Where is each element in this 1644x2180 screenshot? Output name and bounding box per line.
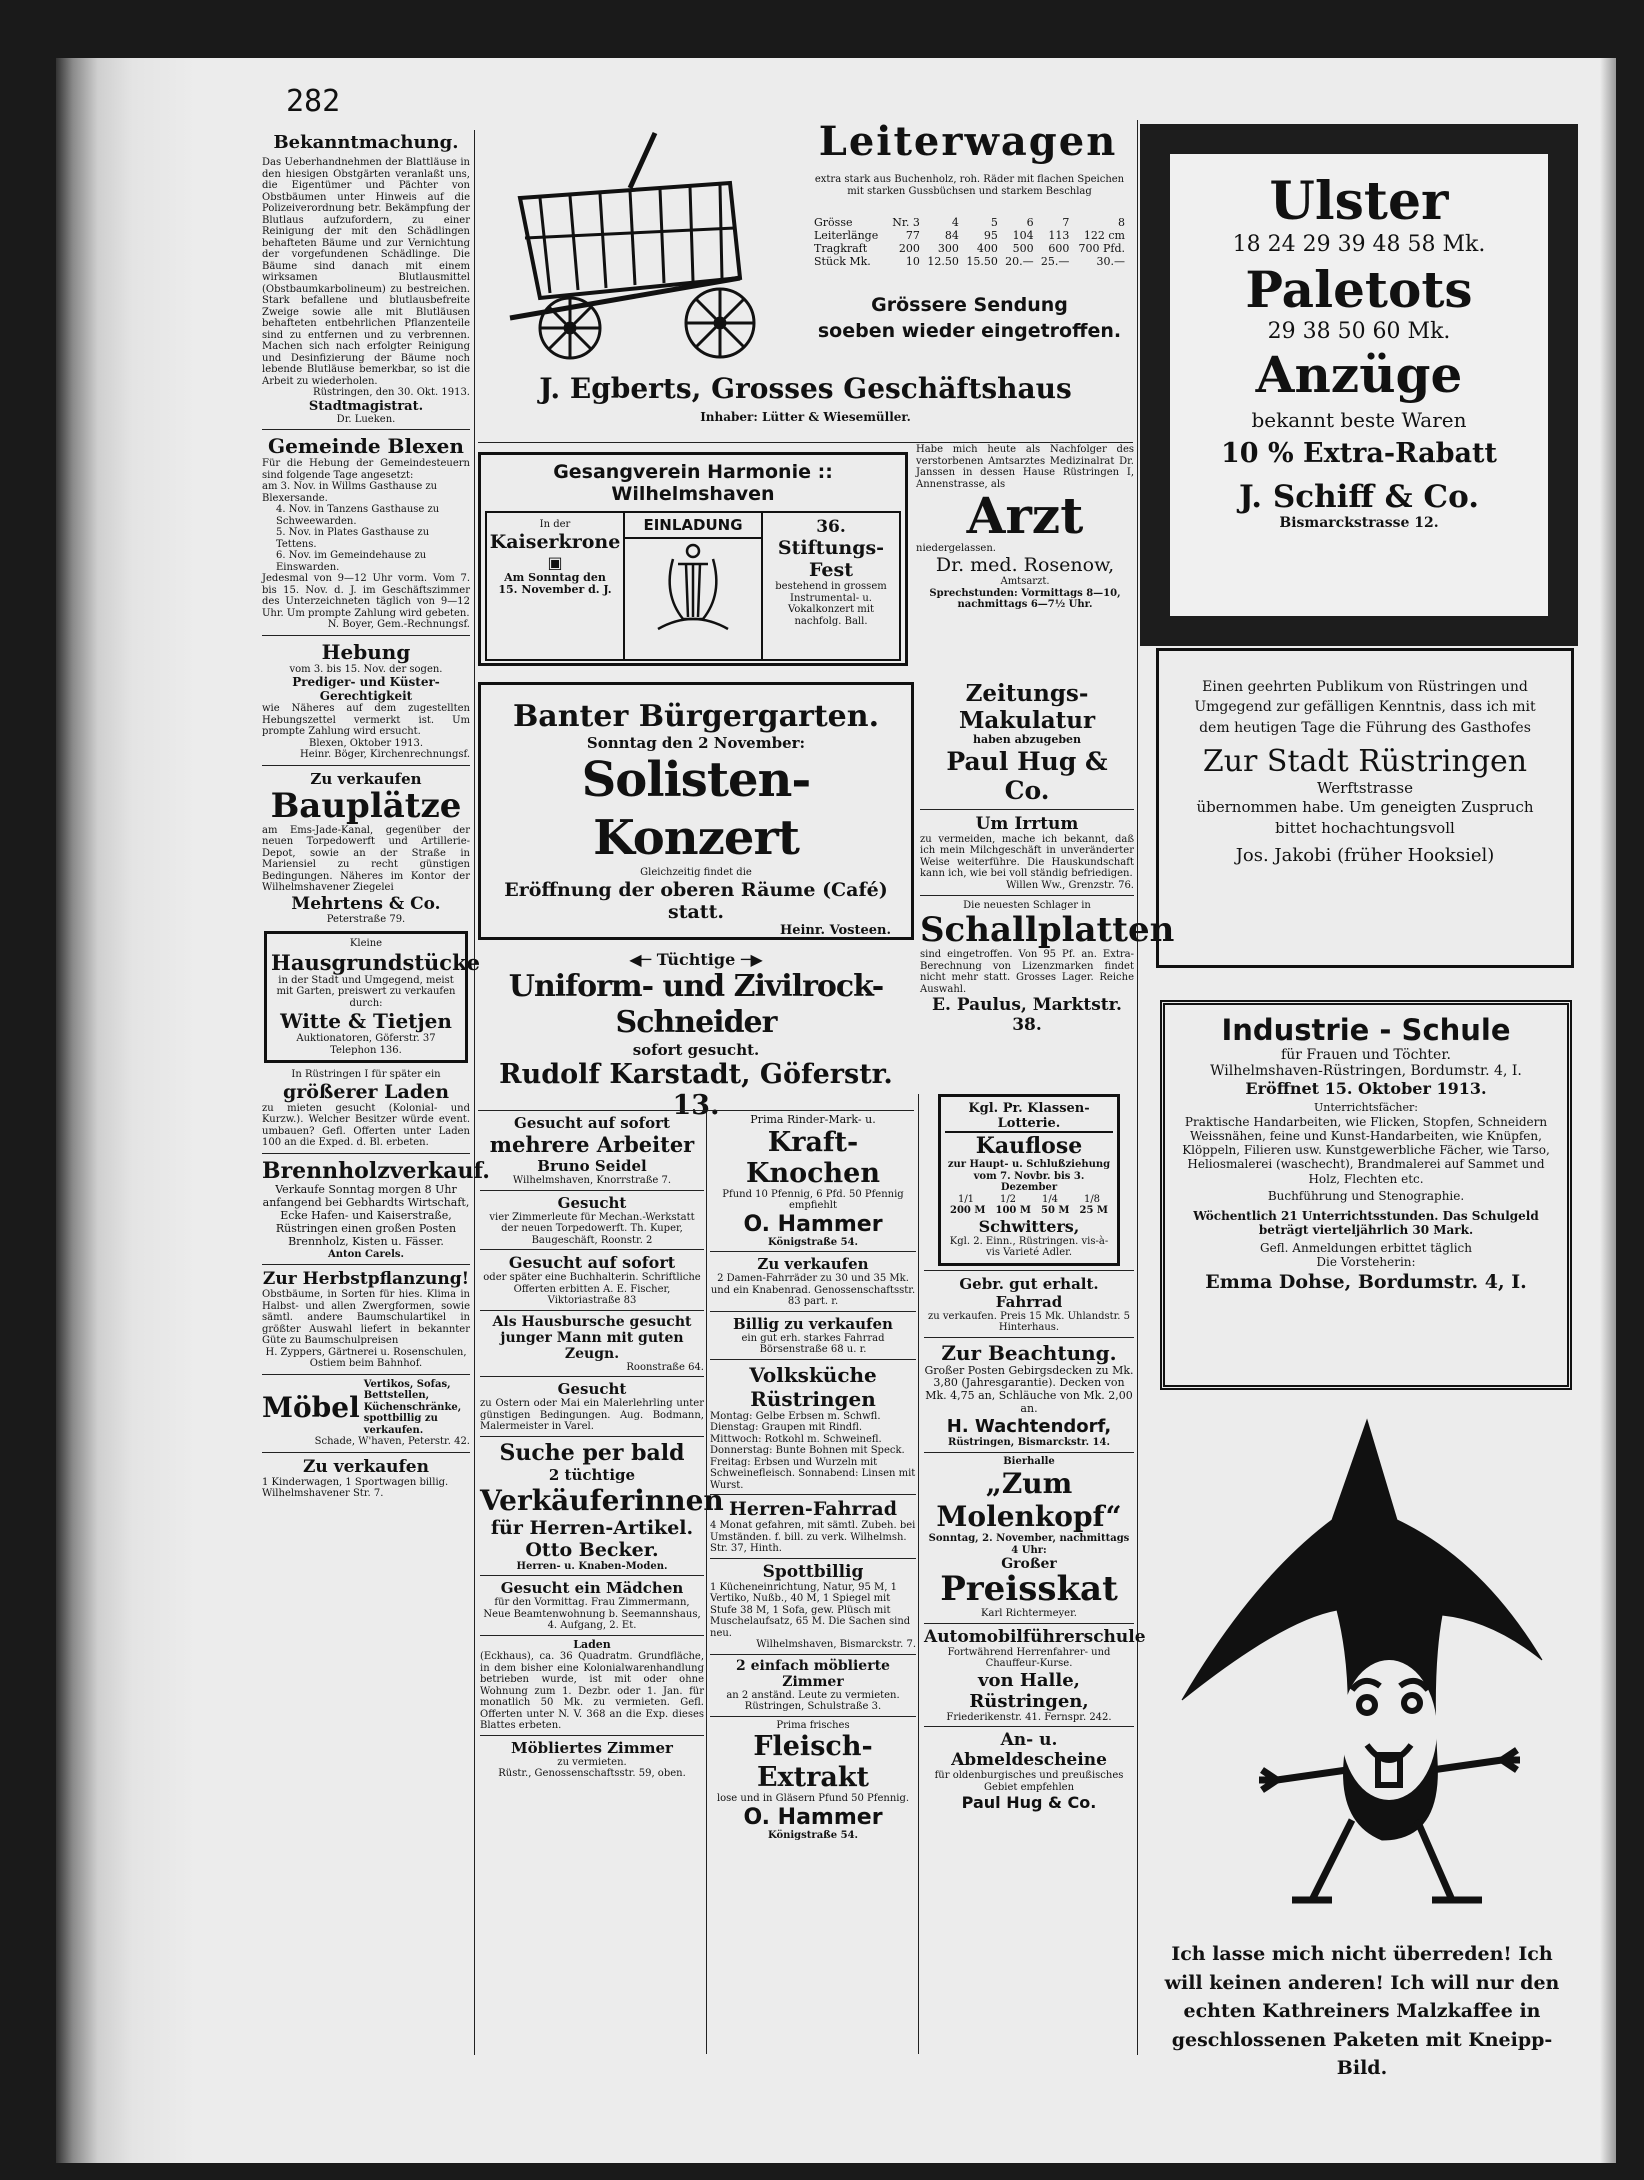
blexen-date-2: 4. Nov. in Tanzens Gasthause zu Schweewarden. [276,504,440,527]
brennholz-sign: Anton Carels. [327,1248,405,1260]
industrie-ad [1160,1000,1572,1390]
leiterwagen-line2: soeben wieder eingetroffen. [817,320,1122,342]
kathreiner-figure [1182,1400,1542,1920]
hebung-sub2: Prediger- und Küster-Gerechtigkeit [292,675,440,703]
b-a3-title: Gesucht auf sofort [508,1253,676,1272]
size-row-leiterlaenge: Leiterlänge 77 84 95 104 113 122 cm [814,229,1125,242]
arzt-sub: niedergelassen. [916,542,996,554]
d-mk-sign: Karl Richtermeyer. [981,1608,1077,1620]
brennholz-body: Verkaufe Sonntag morgen 8 Uhr anfangend bei Gebhardts Wirtschaft, Ecke Hafen- und Kaiserstraße, Rüstringen einen großen Posten Brennholz, Kisten u. Fässer. [262,1182,470,1248]
bekanntmachung-date: Rüstringen, den 30. Okt. 1913. [313,387,470,398]
schiff-addr: Bismarckstrasse 12. [1279,515,1439,531]
c-bil-title: Billig zu verkaufen [733,1314,893,1333]
anzuege-title: Anzüge [1255,345,1463,404]
c-k-pre: Prima Rinder-Mark- u. [750,1113,876,1126]
zurstadt-street: Werftstrasse [1317,778,1413,797]
b-a8-body: (Eckhaus), ca. 36 Quadratm. Grundfläche, in dem bisher eine Kolonialwarenhandlung betrieben wurde, ist mit oder ohne Wohnung zum 1. Dezbr. oder 1. Jan. für monatlich 50 Mk. zu vermieten. Gefl. Offerten unter N. V. 368 an die Exp. dieses Blattes erbeten. [480,1651,704,1732]
kathreiner-text: Ich lasse mich nicht überreden! Ich will keinen anderen! Ich will nur den echten Kathreiners Malzkaffee in geschlossenen Paketen mit Kneipp-Bild. [1164,1943,1560,2079]
banter-title: Banter Bürgergarten. [512,699,880,734]
b-a6-title: Suche per bald [499,1439,685,1466]
d-lot-head: Kauflose [975,1133,1083,1159]
gesang-left-2: Kaiserkrone [489,530,621,553]
schiff-firm: J. Schiff & Co. [1238,479,1480,515]
moebel-body: Vertikos, Sofas, Bettstellen, Küchenschränke, spottbillig zu verkaufen. [363,1378,462,1436]
arzt-name: Dr. med. Rosenow, [935,554,1115,576]
bauplaetze-firm: Mehrtens & Co. [291,893,441,914]
page-edge [1600,58,1616,2163]
moebel-ad [262,1379,470,1437]
b-a6-firm: Otto Becker. [525,1538,659,1561]
c-hf-title: Herren-Fahrrad [728,1498,898,1521]
schneider-firm: Rudolf Karstadt, Göferstr. 13. [499,1059,893,1121]
d-lot-title: Kgl. Pr. Klassen-Lotterie. [945,1101,1113,1133]
schall-pre: Die neuesten Schlager in [963,900,1091,912]
c-fe-title: Fleisch-Extrakt [753,1731,873,1794]
arzt-intro: Habe mich heute als Nachfolger des verstorbenen Amtsarztes Medizinalrat Dr. Janssen in dessen Hause Rüstringen I, Annenstrasse, als [916,444,1134,490]
c-sp-addr: Wilhelmshaven, Bismarckstr. 7. [756,1639,916,1651]
colD-top [920,680,1175,1092]
d-zb-addr: Rüstringen, Bismarckstr. 14. [948,1437,1110,1449]
d-fr-title: Gebr. gut erhalt. Fahrrad [959,1274,1099,1311]
d-auto-body: Fortwährend Herrenfahrer- und Chauffeur-Kurse. [947,1646,1111,1670]
c-fe-firm: O. Hammer [743,1804,883,1830]
schall-title: Schallplatten [920,909,1175,950]
zeitung-sub: haben abzugeben [972,733,1082,746]
industrie-subj: Praktische Handarbeiten, wie Flicken, Stopfen, Schneidern Weissnähen, feine und Kunst-Handarbeiten, wie Knüpfen, Klöppeln, Filieren usw. Kunstgewerbliche Fächer, wie Tarso, Heliosmalerei (waschecht), Brandmalerei auf Sammet und Holz, Flechten etc. [1182,1114,1550,1186]
d-auto-firm: von Halle, Rüstringen, [969,1669,1089,1712]
zeitung-firm: Paul Hug & Co. [946,746,1108,805]
d-mk-gr: Großer [1001,1556,1057,1573]
herbst-body: Obstbäume, in Sorten für hies. Klima in Halbst- und allen Zwergformen, sowie sämtl. andere Baumschulartikel in größter Auswahl liefert in bekannter Güte zu Baumschulpreisen [262,1289,470,1347]
ulster-title: Ulster [1269,171,1449,232]
blexen-title: Gemeinde Blexen [268,434,464,458]
hebung-date: Blexen, Oktober 1913. [308,737,424,749]
column-d [924,1094,1146,2054]
haus-tel: Telephon 136. [330,1044,402,1056]
zeitung-title: Zeitungs-Makulatur [958,680,1096,734]
haus-title: Hausgrundstücke [271,949,480,975]
zurstadt-sign: Jos. Jakobi (früher Hooksiel) [1235,844,1495,866]
gesang-left-1: In der [539,519,571,530]
haus-firm: Witte & Tietjen [280,1009,452,1034]
wagon-illustration [480,128,800,368]
b-a7-body: für den Vormittag. Frau Zimmermann, Neue Beamtenwohnung b. Seemannshaus, 4. Aufgang, 2. Et. [483,1597,701,1631]
ulster-rabatt: 10 % Extra-Rabatt [1221,438,1497,469]
c-hf-body: 4 Monat gefahren, mit sämtl. Zubeh. bei Umständen. f. bill. zu verk. Wilhelmsh. Str. 37, Hinth. [710,1520,916,1555]
ulster-line1: bekannt beste Waren [1251,408,1467,432]
c-k-body: Pfund 10 Pfennig, 6 Pfd. 50 Pfennig empfiehlt [722,1188,904,1212]
c-vk-body: Montag: Gelbe Erbsen m. Schwfl. Dienstag: Graupen mit Rindfl. Mittwoch: Rotkohl m. Schweinefl. Donnerstag: Bunte Bohnen mit Speck. Freitag: Erbsen und Wurzeln mit Schweinefleisch. Sonnabend: Linsen mit Wurst. [710,1410,916,1491]
ulster-ad [1140,124,1578,646]
c-fe-pre: Prima frisches [776,1719,850,1731]
irrtum-body: zu vermeiden, mache ich bekannt, daß ich mein Milchgeschäft in unveränderter Weise weiterführe. Die Hauskundschaft kann ich, wie bei voll ständig befriedigen. [920,833,1134,880]
industrie-subj-head: Unterrichtsfächer: [1314,1101,1418,1114]
herbst-sign: H. Zyppers, Gärtnerei u. Rosenschulen, Ostiem beim Bahnhof. [265,1346,467,1370]
schneider-title: Uniform- und Zivilrock-Schneider [508,969,884,1040]
moebel-sign: Schade, W'haven, Peterstr. 42. [314,1436,470,1448]
bauplaetze-title: Bauplätze [270,785,462,826]
gesang-right-3: bestehend in grossem Instrumental- u. Vokalkonzert mit nachfolg. Ball. [775,581,887,627]
d-lot-firm: Schwitters, [978,1216,1080,1236]
banter-l1: Gleichzeitig findet die [640,867,752,879]
b-a6-s: für Herren-Artikel. [490,1516,694,1539]
zurstadt-ad [1156,648,1574,968]
d-mk-big: Preisskat [940,1569,1118,1610]
ulster-prices: 18 24 29 39 48 58 Mk. [1232,232,1486,257]
d-mk-pre: Bierhalle [1003,1455,1055,1467]
industrie-sign: Emma Dohse, Bordumstr. 4, I. [1205,1271,1527,1294]
b-a9-addr: Rüstr., Genossenschaftsstr. 59, oben. [498,1768,686,1780]
gesang-einladung: EINLADUNG [625,513,761,539]
b-a5-title: Gesucht [557,1380,627,1398]
blexen-intro: Für die Hebung der Gemeindesteuern sind folgende Tage angesetzt: [262,458,470,481]
d-fr-body: zu verkaufen. Preis 15 Mk. Uhlandstr. 5 Hinterhaus. [927,1310,1131,1333]
size-row-tragkraft: Tragkraft 200 300 400 500 600 700 Pfd. [814,242,1125,255]
c-k-addr: Königstraße 54. [767,1236,859,1248]
zurstadt-body2: übernommen habe. Um geneigten Zuspruch bittet hochachtungsvoll [1196,797,1534,837]
c-k-title: Kraft-Knochen [746,1126,880,1189]
bekanntmachung-name: Dr. Lueken. [336,413,396,425]
d-mk-body: Sonntag, 2. November, nachmittags 4 Uhr: [928,1533,1130,1556]
leiterwagen-desc: extra stark aus Buchenholz, roh. Räder mit flachen Speichen mit starken Gussbüchsen und starkem Beschlag [814,174,1125,197]
d-mk-title: „Zum Molenkopf“ [936,1467,1122,1534]
d-lot-fracs: 1/1 1/2 1/4 1/8 [957,1193,1101,1205]
d-an-firm: Paul Hug & Co. [961,1793,1097,1813]
b-a4-title: Als Hausbursche gesucht junger Mann mit guten Zeugn. [492,1313,692,1362]
industrie-apply: Gefl. Anmeldungen erbittet täglich [1259,1240,1473,1255]
hebung-body: wie Näheres auf dem zugestellten Hebungszettel vermerkt ist. Um prompte Zahlung wird ersucht. [262,703,470,737]
d-lot-addr: Kgl. 2. Einn., Rüstringen. vis-à-vis Varieté Adler. [949,1235,1109,1258]
banter-l2: Eröffnung der oberen Räume (Café) statt. [504,878,888,923]
d-zb-firm: H. Wachtendorf, [946,1416,1112,1438]
b-a8-title: Laden [573,1637,611,1651]
blexen-body: Jedesmal von 9—12 Uhr vorm. Vom 7. bis 15. Nov. d. J. im Geschäftszimmer des Unterzeichneten täglich von 9—12 Uhr. Um prompte Zahlung wird gebeten. [262,573,470,619]
leiterwagen-ad [478,118,1133,436]
c-sp-title: Spottbillig [762,1561,864,1582]
herbst-title: Zur Herbstpflanzung! [262,1269,470,1290]
leiterwagen-title: Leiterwagen [818,118,1118,165]
haus-addr: Auktionatoren, Göferstr. 37 [296,1033,436,1045]
industrie-addr: Wilhelmshaven-Rüstringen, Bordumstr. 4, I. [1210,1063,1522,1079]
b-a2-body: vier Zimmerleute für Mechan.-Werkstatt der neuen Torpedowerft. Th. Kuper, Baugeschäft, Roonstr. 2 [489,1211,695,1246]
size-row-preis: Stück Mk. 10 12.50 15.50 20.— 25.— 30.— [814,255,1125,268]
d-an-title: An- u. Abmeldescheine [951,1730,1107,1771]
irrtum-sign: Willen Ww., Grenzstr. 76. [1006,879,1134,891]
b-a1-addr: Wilhelmshaven, Knorrstraße 7. [512,1175,672,1186]
arzt-ad [916,444,1134,672]
laden-title: größerer Laden [282,1080,450,1103]
b-a3-body: oder später eine Buchhalterin. Schriftliche Offerten erbitten A. E. Fischer, Viktoriastraße 83 [483,1272,701,1306]
b-a6-big: Verkäuferinnen [480,1483,724,1517]
lotterie-ad [938,1094,1120,1266]
brennholz-title: Brennholzverkauf. [262,1157,490,1184]
d-an-body: für oldenburgisches und preußisches Gebiet empfehlen [934,1770,1124,1793]
b-a2-title: Gesucht [557,1193,627,1212]
d-auto-addr: Friederikenstr. 41. Fernspr. 242. [946,1711,1112,1723]
arzt-role: Amtsarzt. [1000,576,1050,587]
zurstadt-title: Zur Stadt Rüstringen [1202,743,1528,779]
b-a1-big: mehrere Arbeiter [489,1132,695,1157]
industrie-sub: für Frauen und Töchter. [1281,1047,1451,1063]
bauplaetze-body: am Ems-Jade-Kanal, gegenüber der neuen Torpedowerft und Artillerie-Depot, sowie an der Straße in Mariensiel zu recht günstigen Bedingungen. Näheres im Kontor der Wilhelmshavener Ziegelei [262,824,470,894]
industrie-open: Eröffnet 15. Oktober 1913. [1245,1079,1487,1098]
hebung-sign: Heinr. Böger, Kirchenrechnungsf. [299,749,470,760]
column-1 [262,132,490,2057]
d-lot-body: zur Haupt- u. Schlußziehung vom 7. Novbr. bis 3. Dezember [947,1159,1111,1193]
d-lot-prices: 200 M 100 M 50 M 25 M [950,1205,1108,1216]
schall-body: sind eingetroffen. Von 95 Pf. an. Extra-Berechnung von Lizenzmarken findet nicht mehr statt. Grosses Lager. Reiche Auswahl. [920,949,1134,995]
c-zv-title: Zu verkaufen [757,1255,869,1274]
page-number: 282 [286,84,341,119]
b-a6-sub: 2 tüchtige [548,1465,636,1484]
c-sp-body: 1 Kücheneinrichtung, Natur, 95 M, 1 Vertiko, Nußb., 40 M, 1 Spiegel mit Stufe 38 M, 1 Sofa, gew. Plüsch mit Muschelaufsatz, 65 M. Die Sachen sind neu. [710,1581,911,1639]
b-a4-addr: Roonstraße 64. [626,1361,704,1373]
leiterwagen-line1: Grössere Sendung [871,294,1068,316]
egberts-owner: Inhaber: Lütter & Wiesemüller. [700,410,911,424]
gesang-right-box [763,511,901,661]
b-a6-addr: Herren- u. Knaben-Moden. [516,1560,668,1572]
c-k-firm: O. Hammer [743,1211,883,1237]
schneider-pre: ◀─ Tüchtige ─▶ [629,950,763,969]
c-mz-title: 2 einfach möblierte Zimmer [736,1657,890,1690]
c-vk-title: Volksküche Rüstringen [749,1362,877,1411]
c-fe-addr: Königstraße 54. [767,1829,859,1841]
column-c [710,1114,916,2054]
gesang-right-1: 36. [816,517,846,537]
zuverkaufen-body: 1 Kinderwagen, 1 Sportwagen billig. Wilhelmshavener Str. 7. [262,1476,449,1500]
gesang-right-2: Stiftungs-Fest [777,537,885,581]
b-a5-body: zu Ostern oder Mai ein Malerlehrling unter günstigen Bedingungen. Aug. Bodmann, Malermeister in Varel. [480,1398,704,1432]
b-a7-title: Gesucht ein Mädchen [500,1579,684,1597]
c-mz-body: an 2 anständ. Leute zu vermieten. Rüstringen, Schulstraße 3. [726,1689,900,1713]
zurstadt-body: Einen geehrten Publikum von Rüstringen und Umgegend zur gefälligen Kenntnis, dass ich mit dem heutigen Tage die Führung des Gasthofes [1194,679,1536,736]
blexen-date-1: am 3. Nov. in Willms Gasthause zu Blexersande. [262,481,438,504]
bekanntmachung-sign: Stadtmagistrat. [308,398,424,414]
gesang-left-4: 15. November d. J. [498,583,612,597]
gesangverein-title: Gesangverein Harmonie :: Wilhelmshaven [553,461,833,505]
gesang-left-box: In der Kaiserkrone ▣ Am Sonntag den 15. November d. J. [485,511,625,661]
c-fe-body: lose und in Gläsern Pfund 50 Pfennig. [716,1793,910,1805]
b-a9-title: Möbliertes Zimmer [511,1738,673,1757]
c-bil-body: ein gut erh. starkes Fahrrad Börsenstraße 68 u. r. [741,1332,885,1356]
d-zb-title: Zur Beachtung. [941,1340,1117,1365]
lyre-icon [648,539,738,639]
blexen-sign: N. Boyer, Gem.-Rechnungsf. [327,619,470,630]
c-zv-body: 2 Damen-Fahrräder zu 30 und 35 Mk. und ein Knabenrad. Genossenschaftsstr. 83 part. r. [710,1273,916,1308]
bauplaetze-addr: Peterstraße 79. [326,913,406,925]
banter-ad [478,682,914,940]
book-binding [56,58,196,2163]
hebung-sub: vom 3. bis 15. Nov. der sogen. [289,663,443,675]
b-a1-name: Bruno Seidel [537,1157,647,1175]
haus-body: in der Stadt und Umgegend, meist mit Garten, preiswert zu verkaufen durch: [276,974,456,1009]
b-a1-title: Gesucht auf sofort [514,1114,670,1132]
hebung-title: Hebung [321,639,411,664]
irrtum-title: Um Irrtum [975,813,1079,834]
b-a9-sub: zu vermieten. [557,1756,627,1768]
blexen-date-4: 6. Nov. im Gemeindehause zu Einswarden. [276,550,427,573]
gesang-left-3: Am Sonntag den [504,570,606,584]
paletots-title: Paletots [1245,260,1473,319]
blexen-date-3: 5. Nov. in Plates Gasthause zu Tettens. [276,527,430,550]
banter-big: Solisten-Konzert [581,752,811,866]
schneider-sub: sofort gesucht. [632,1041,760,1059]
arzt-hours: Sprechstunden: Vormittags 8—10, nachmittags 6—7½ Uhr. [929,587,1121,610]
gesang-mid-box [625,511,763,661]
column-rule [474,130,475,2055]
bauplaetze-pre: Zu verkaufen [310,769,422,788]
arzt-title: Arzt [966,486,1084,545]
industrie-hours: Wöchentlich 21 Unterrichtsstunden. Das Schulgeld beträgt vierteljährlich 30 Mark. [1193,1208,1539,1237]
size-row-groesse: Grösse Nr. 3 4 5 6 7 8 [814,216,1125,229]
hausgrundstuecke-ad [264,931,480,1063]
haus-pre: Kleine [349,938,383,950]
moebel-title: Möbel [262,1390,360,1424]
gesangverein-ad [478,452,908,666]
leiterwagen-size-table [812,216,1127,268]
d-zb-body: Großer Posten Gebirgsdecken zu Mk. 3,80 (Jahresgarantie). Decken von Mk. 4,75 an, Schläuche von Mk. 2,00 an. [924,1363,1134,1416]
egberts-firm: J. Egberts, Grosses Geschäftshaus [539,372,1072,405]
zuverkaufen-title: Zu verkaufen [303,1456,429,1477]
industrie-apply2: Die Vorsteherin: [1316,1255,1416,1270]
laden-pre: In Rüstringen I für später ein [291,1069,441,1081]
d-auto-title: Automobilführerschule [924,1626,1146,1647]
bekanntmachung-body: Das Ueberhandnehmen der Blattläuse in den hiesigen Obstgärten veranlaßt uns, die Eigentümer und Pächter von Obstbäumen unter Hinweis auf die Polizeiverordnung betr. Bekämpfung der Blutlaus aufzufordern, zu einer Reinigung der mit den Schädlingen behafteten Bäume und zur Vernichtung der vorgefundenen Schädlinge. Die Bäume sind danach mit einem wirksamen Blutlausmittel (Obstbaumkarbolineum) zu bestreichen. Stark befallene und blutlausbefreite Zweige sowie alle mit Blutläusen behafteten entbehrlichen Pflanzenteile sind zu entfernen und zu verbrennen. Machen sich nach erfolgter Reinigung und Desinfizierung der Bäume noch lebende Blutläuse bemerkbar, so ist die Arbeit zu wiederholen. [262,157,470,387]
laden-body: zu mieten gesucht (Kolonial- und Kurzw.). Welcher Besitzer würde event. umbauen? Gefl. Offerten unter Laden 100 an die Exped. d. Bl. erbeten. [262,1102,470,1149]
industrie-title: Industrie - Schule [1221,1013,1511,1047]
column-b [480,1114,724,2054]
bekanntmachung-title: Bekanntmachung. [273,132,459,153]
schall-firm: E. Paulus, Marktstr. 38. [932,995,1122,1036]
paletots-prices: 29 38 50 60 Mk. [1267,319,1451,344]
column-rule [1137,120,1138,2055]
banter-sign: Heinr. Vosteen. [779,922,891,938]
industrie-extra: Buchführung und Stenographie. [1267,1188,1465,1203]
kathreiner-ad [1142,1400,1582,2079]
banter-date: Sonntag den 2 November: [586,734,806,752]
